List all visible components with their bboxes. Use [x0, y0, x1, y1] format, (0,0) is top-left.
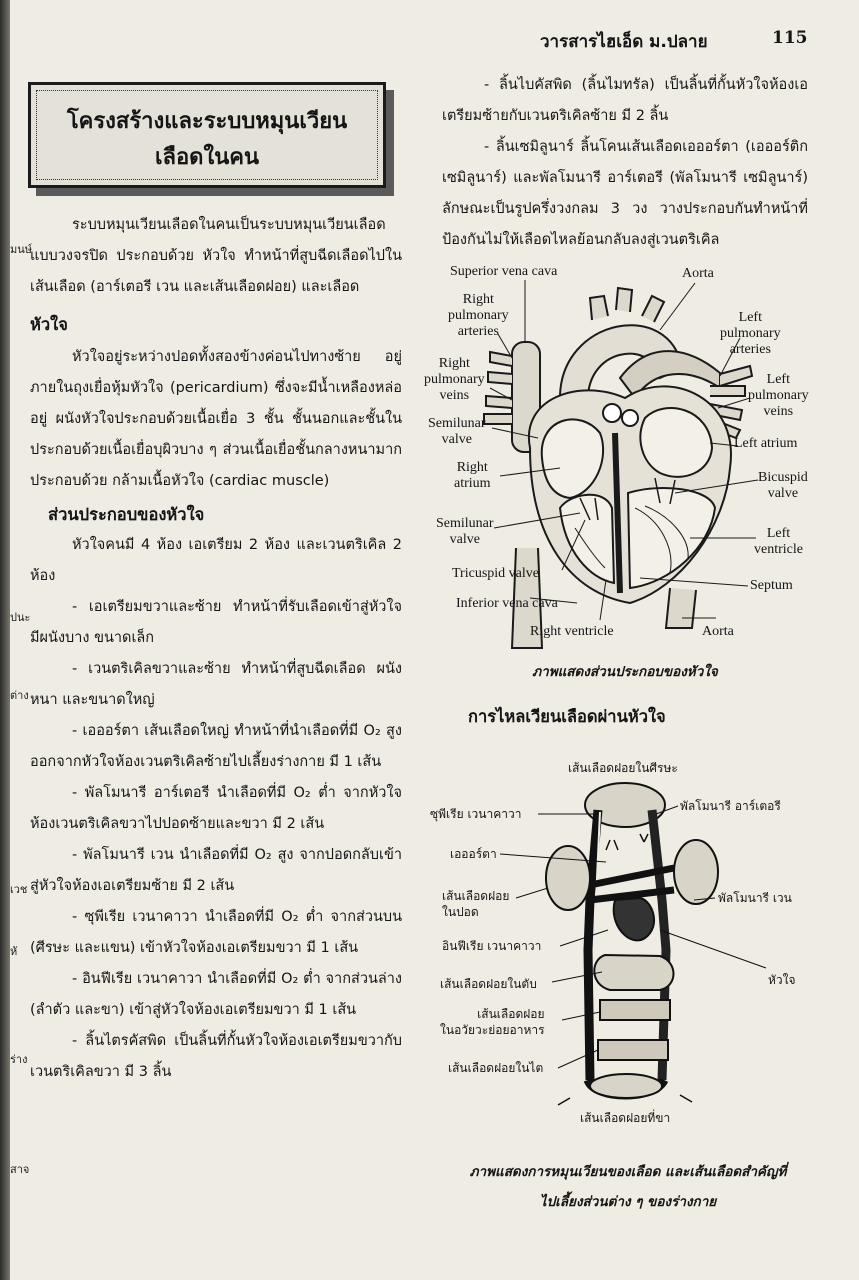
margin-fragment: มนษ์ — [10, 243, 33, 256]
label-liver-capillaries: เส้นเลือดฝอยในตับ — [440, 977, 537, 991]
label-right-atrium: Right atrium — [454, 460, 491, 491]
label-right-ventricle: Right ventricle — [530, 624, 614, 639]
list-item: - อินฟีเรีย เวนาคาวา นำเลือดที่มี O₂ ต่ำ จากส่วนล่าง (ลำตัว และขา) เข้าสู่หัวใจห้องเอเตรียมขวา มี 1 เส้น — [30, 971, 402, 1018]
circulation-caption-line-2: ไปเลี้ยงส่วนต่าง ๆ ของร่างกาย — [539, 1194, 717, 1210]
margin-fragment: หั — [10, 945, 18, 958]
list-item: - ลิ้นไตรคัสพิด เป็นลิ้นที่กั้นหัวใจห้องเอเตรียมขวากับเวนตริเคิลขวา มี 3 ลิ้น — [30, 1033, 402, 1080]
list-item: - ซุพีเรีย เวนาคาวา นำเลือดที่มี O₂ ต่ำ จากส่วนบน (ศีรษะ และแขน) เข้าหัวใจห้องเอเตรียมขวา มี 1 เส้น — [30, 909, 402, 956]
label-right-pulmonary-veins: Right pulmonary veins — [424, 356, 485, 403]
page — [10, 0, 859, 1280]
margin-fragment: ต่าง — [10, 689, 29, 702]
margin-fragment: สาจ — [10, 1163, 30, 1176]
heart-diagram — [420, 258, 820, 658]
label-aorta-bottom: Aorta — [702, 624, 734, 639]
label-septum: Septum — [750, 578, 793, 593]
label-right-pulmonary-arteries: Right pulmonary arteries — [448, 292, 509, 339]
list-item: - ลิ้นเซมิลูนาร์ ลิ้นโคนเส้นเลือดเอออร์ตา (เอออร์ติก เซมิลูนาร์) และพัลโมนารี อาร์เตอรี (พัลโมนารี เซมิลูนาร์) ลักษณะเป็นรูปครึ่งวงกลม 3 วง วางประกอบกันทำหน้าที่ป้องกันไม่ให้เลือดไหลย้อนกลับลงสู่เวนตริเคิล — [442, 139, 808, 248]
list-item: - ลิ้นไบคัสพิด (ลิ้นไมทรัล) เป็นลิ้นที่กั้นหัวใจห้องเอเตรียมซ้ายกับเวนตริเคิลซ้าย มี 2 ลิ้น — [442, 77, 808, 124]
label-left-pulmonary-veins: Left pulmonary veins — [748, 372, 809, 419]
margin-fragment: เวช — [10, 883, 28, 896]
label-pulmonary-vein: พัลโมนารี เวน — [718, 891, 792, 905]
title-line-2: เลือดในคน — [154, 145, 260, 170]
title-line-1: โครงสร้างและระบบหมุนเวียน — [66, 109, 348, 134]
label-left-atrium: Left atrium — [734, 436, 798, 451]
label-heart: หัวใจ — [768, 973, 796, 987]
left-column — [30, 210, 402, 1088]
label-head-capillaries: เส้นเลือดฝอยในศีรษะ — [568, 761, 678, 775]
label-superior-vena-cava: ซุพีเรีย เวนาคาวา — [430, 807, 522, 821]
label-tricuspid-valve: Tricuspid valve — [452, 566, 539, 581]
list-item: - เอออร์ตา เส้นเลือดใหญ่ ทำหน้าที่นำเลือดที่มี O₂ สูง ออกจากหัวใจห้องเวนตริเคิลซ้ายไปเลี้ยงร่างกาย มี 1 เส้น — [30, 723, 402, 770]
label-inferior-vena-cava: Inferior vena cava — [456, 596, 558, 611]
list-item: - พัลโมนารี เวน นำเลือดที่มี O₂ สูง จากปอดกลับเข้าสู่หัวใจห้องเอเตรียมซ้าย มี 2 เส้น — [30, 847, 402, 894]
label-leg-capillaries: เส้นเลือดฝอยที่ขา — [580, 1111, 671, 1125]
margin-fragment: ร่าง — [10, 1053, 28, 1066]
list-item: - เวนตริเคิลขวาและซ้าย ทำหน้าที่สูบฉีดเลือด ผนังหนา และขนาดใหญ่ — [30, 661, 402, 708]
label-lung-capillaries: เส้นเลือดฝอย ในปอด — [442, 889, 510, 919]
intro-paragraph: ระบบหมุนเวียนเลือดในคนเป็นระบบหมุนเวียนเลือดแบบวงจรปิด ประกอบด้วย หัวใจ ทำหน้าที่สูบฉีดเลือดไปในเส้นเลือด (อาร์เตอรี เวน และเส้นเลือดฝอย) และเลือด — [30, 217, 402, 295]
heart-figure-caption: ภาพแสดงส่วนประกอบของหัวใจ — [532, 664, 718, 680]
label-pulmonary-artery: พัลโมนารี อาร์เตอรี — [680, 799, 781, 813]
label-semilunar-valve-top: Semilunar valve — [428, 416, 486, 447]
right-column — [442, 70, 808, 256]
label-superior-vena-cava: Superior vena cava — [450, 264, 558, 279]
label-inferior-vena-cava: อินฟีเรีย เวนาคาวา — [442, 939, 542, 953]
label-aorta: เอออร์ตา — [450, 847, 497, 861]
label-kidney-capillaries: เส้นเลือดฝอยในไต — [448, 1061, 544, 1075]
circulation-heading: การไหลเวียนเลือดผ่านหัวใจ — [468, 707, 666, 726]
label-digestive-capillaries: เส้นเลือดฝอย ในอวัยวะย่อยอาหาร — [440, 1007, 545, 1037]
heading-heart-parts: ส่วนประกอบของหัวใจ — [48, 505, 205, 524]
label-bicuspid-valve: Bicuspid valve — [758, 470, 808, 501]
page-number: 115 — [772, 28, 808, 48]
list-item: - พัลโมนารี อาร์เตอรี นำเลือดที่มี O₂ ต่ำ จากหัวใจห้องเวนตริเคิลขวาไปปอดซ้ายและขวา มี 2 เส้น — [30, 785, 402, 832]
circulation-caption-line-1: ภาพแสดงการหมุนเวียนของเลือด และเส้นเลือดสำคัญที่ — [469, 1164, 787, 1180]
running-head: วารสารไฮเอ็ด ม.ปลาย — [540, 32, 708, 52]
title-box — [28, 82, 386, 188]
label-left-pulmonary-arteries: Left pulmonary arteries — [720, 310, 781, 357]
label-left-ventricle: Left ventricle — [754, 526, 803, 557]
parts-intro-paragraph: หัวใจคนมี 4 ห้อง เอเตรียม 2 ห้อง และเวนตริเคิล 2 ห้อง — [30, 537, 402, 584]
label-semilunar-valve-bottom: Semilunar valve — [436, 516, 494, 547]
heading-heart: หัวใจ — [30, 315, 68, 334]
list-item: - เอเตรียมขวาและซ้าย ทำหน้าที่รับเลือดเข้าสู่หัวใจ มีผนังบาง ขนาดเล็ก — [30, 599, 402, 646]
circulation-diagram — [430, 750, 820, 1140]
heart-paragraph: หัวใจอยู่ระหว่างปอดทั้งสองข้างค่อนไปทางซ้าย อยู่ภายในถุงเยื่อหุ้มหัวใจ (pericardium) ซึ่งจะมีน้ำเหลืองหล่ออยู่ ผนังหัวใจประกอบด้วยเนื้อเยื่อ 3 ชั้น ชั้นนอกและชั้นในประกอบด้วยเนื้อเยื่อบุผิวบาง ๆ ส่วนเนื้อเยื่อชั้นกลางหนามาก ประกอบด้วย กล้ามเนื้อหัวใจ (cardiac muscle) — [30, 349, 402, 489]
label-aorta-top: Aorta — [682, 266, 714, 281]
margin-fragment: ปนะ — [10, 611, 31, 624]
